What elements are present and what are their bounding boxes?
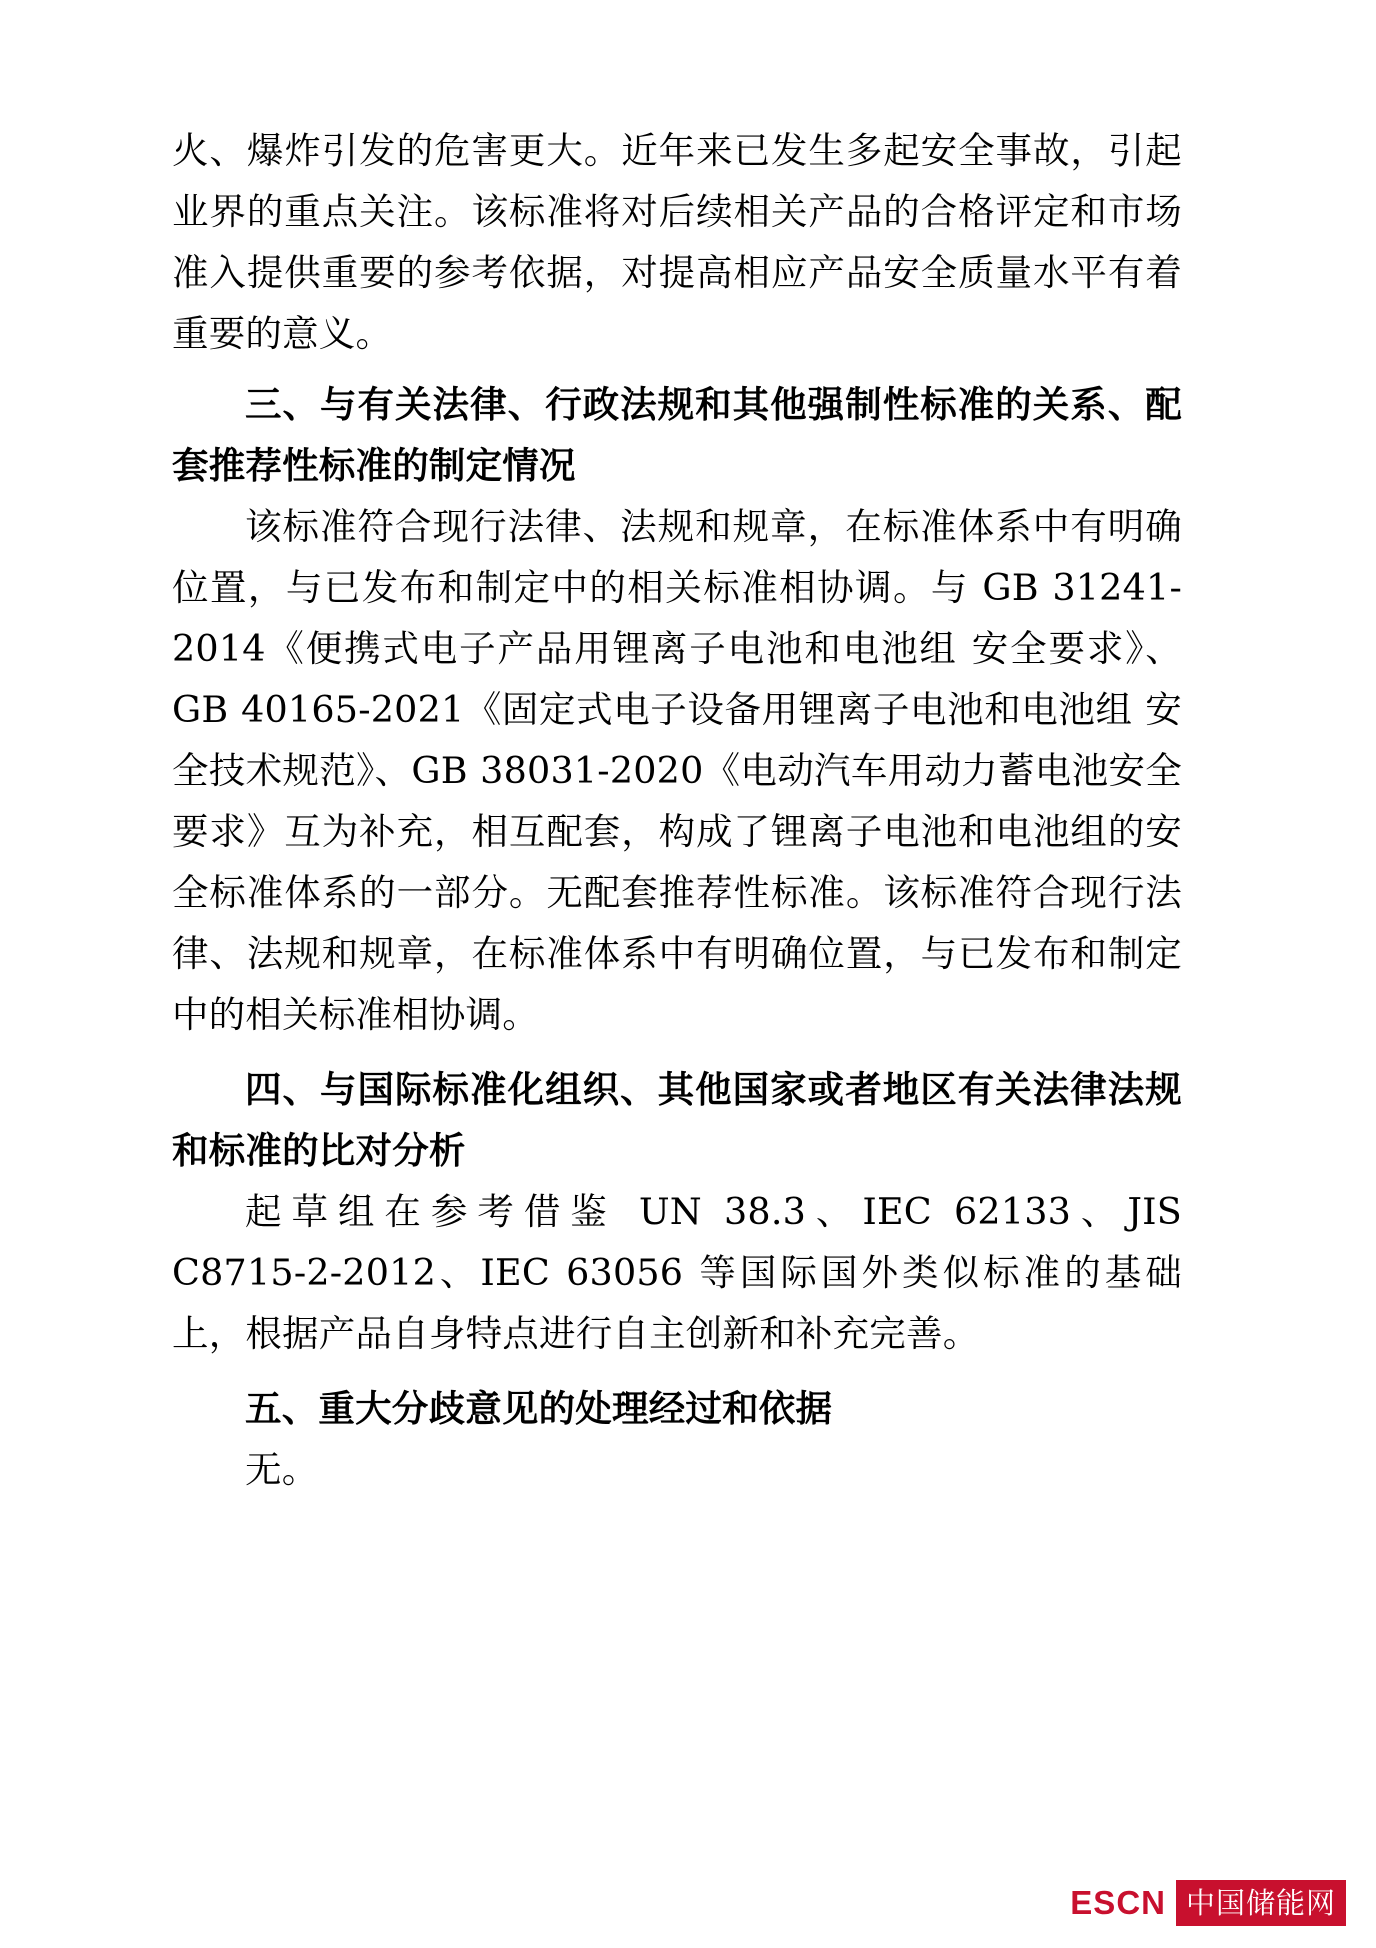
heading-section-three: 三、与有关法律、行政法规和其他强制性标准的关系、配套推荐性标准的制定情况 <box>172 383 1182 487</box>
paragraph-section-three-body: 该标准符合现行法律、法规和规章，在标准体系中有明确位置，与已发布和制定中的相关标准相协调。与 GB 31241-2014《便携式电子产品用锂离子电池和电池组 安全要求》、GB 40165-2021《固定式电子设备用锂离子电池和电池组 安全技术规范》、GB 38031-2020《电动汽车用动力蓄电池安全要求》互为补充，相互配套，构成了锂离子电池和电池组的安全标准体系的一部分。无配套推荐性标准。该标准符合现行法律、法规和规章，在标准体系中有明确位置，与已发布和制定中的相关标准相协调。 <box>172 505 1182 1036</box>
watermark-logo <box>1070 1880 1346 1926</box>
paragraph-section-five-body: 无。 <box>245 1448 319 1491</box>
heading-section-four: 四、与国际标准化组织、其他国家或者地区有关法律法规和标准的比对分析 <box>172 1068 1182 1172</box>
heading-section-five: 五、重大分歧意见的处理经过和依据 <box>245 1387 833 1430</box>
paragraph-continuation: 火、爆炸引发的危害更大。近年来已发生多起安全事故，引起业界的重点关注。该标准将对后续相关产品的合格评定和市场准入提供重要的参考依据，对提高相应产品安全质量水平有着重要的意义。 <box>172 129 1182 355</box>
paragraph-section-four-body: 起草组在参考借鉴 UN 38.3、IEC 62133、JIS C8715-2-2012、IEC 63056 等国际国外类似标准的基础上，根据产品自身特点进行自主创新和补充完善。 <box>172 1190 1182 1355</box>
document-body <box>172 120 1182 1500</box>
watermark-brand-latin: ESCN <box>1070 1884 1166 1921</box>
watermark-brand-chinese: 中国储能网 <box>1176 1880 1346 1926</box>
